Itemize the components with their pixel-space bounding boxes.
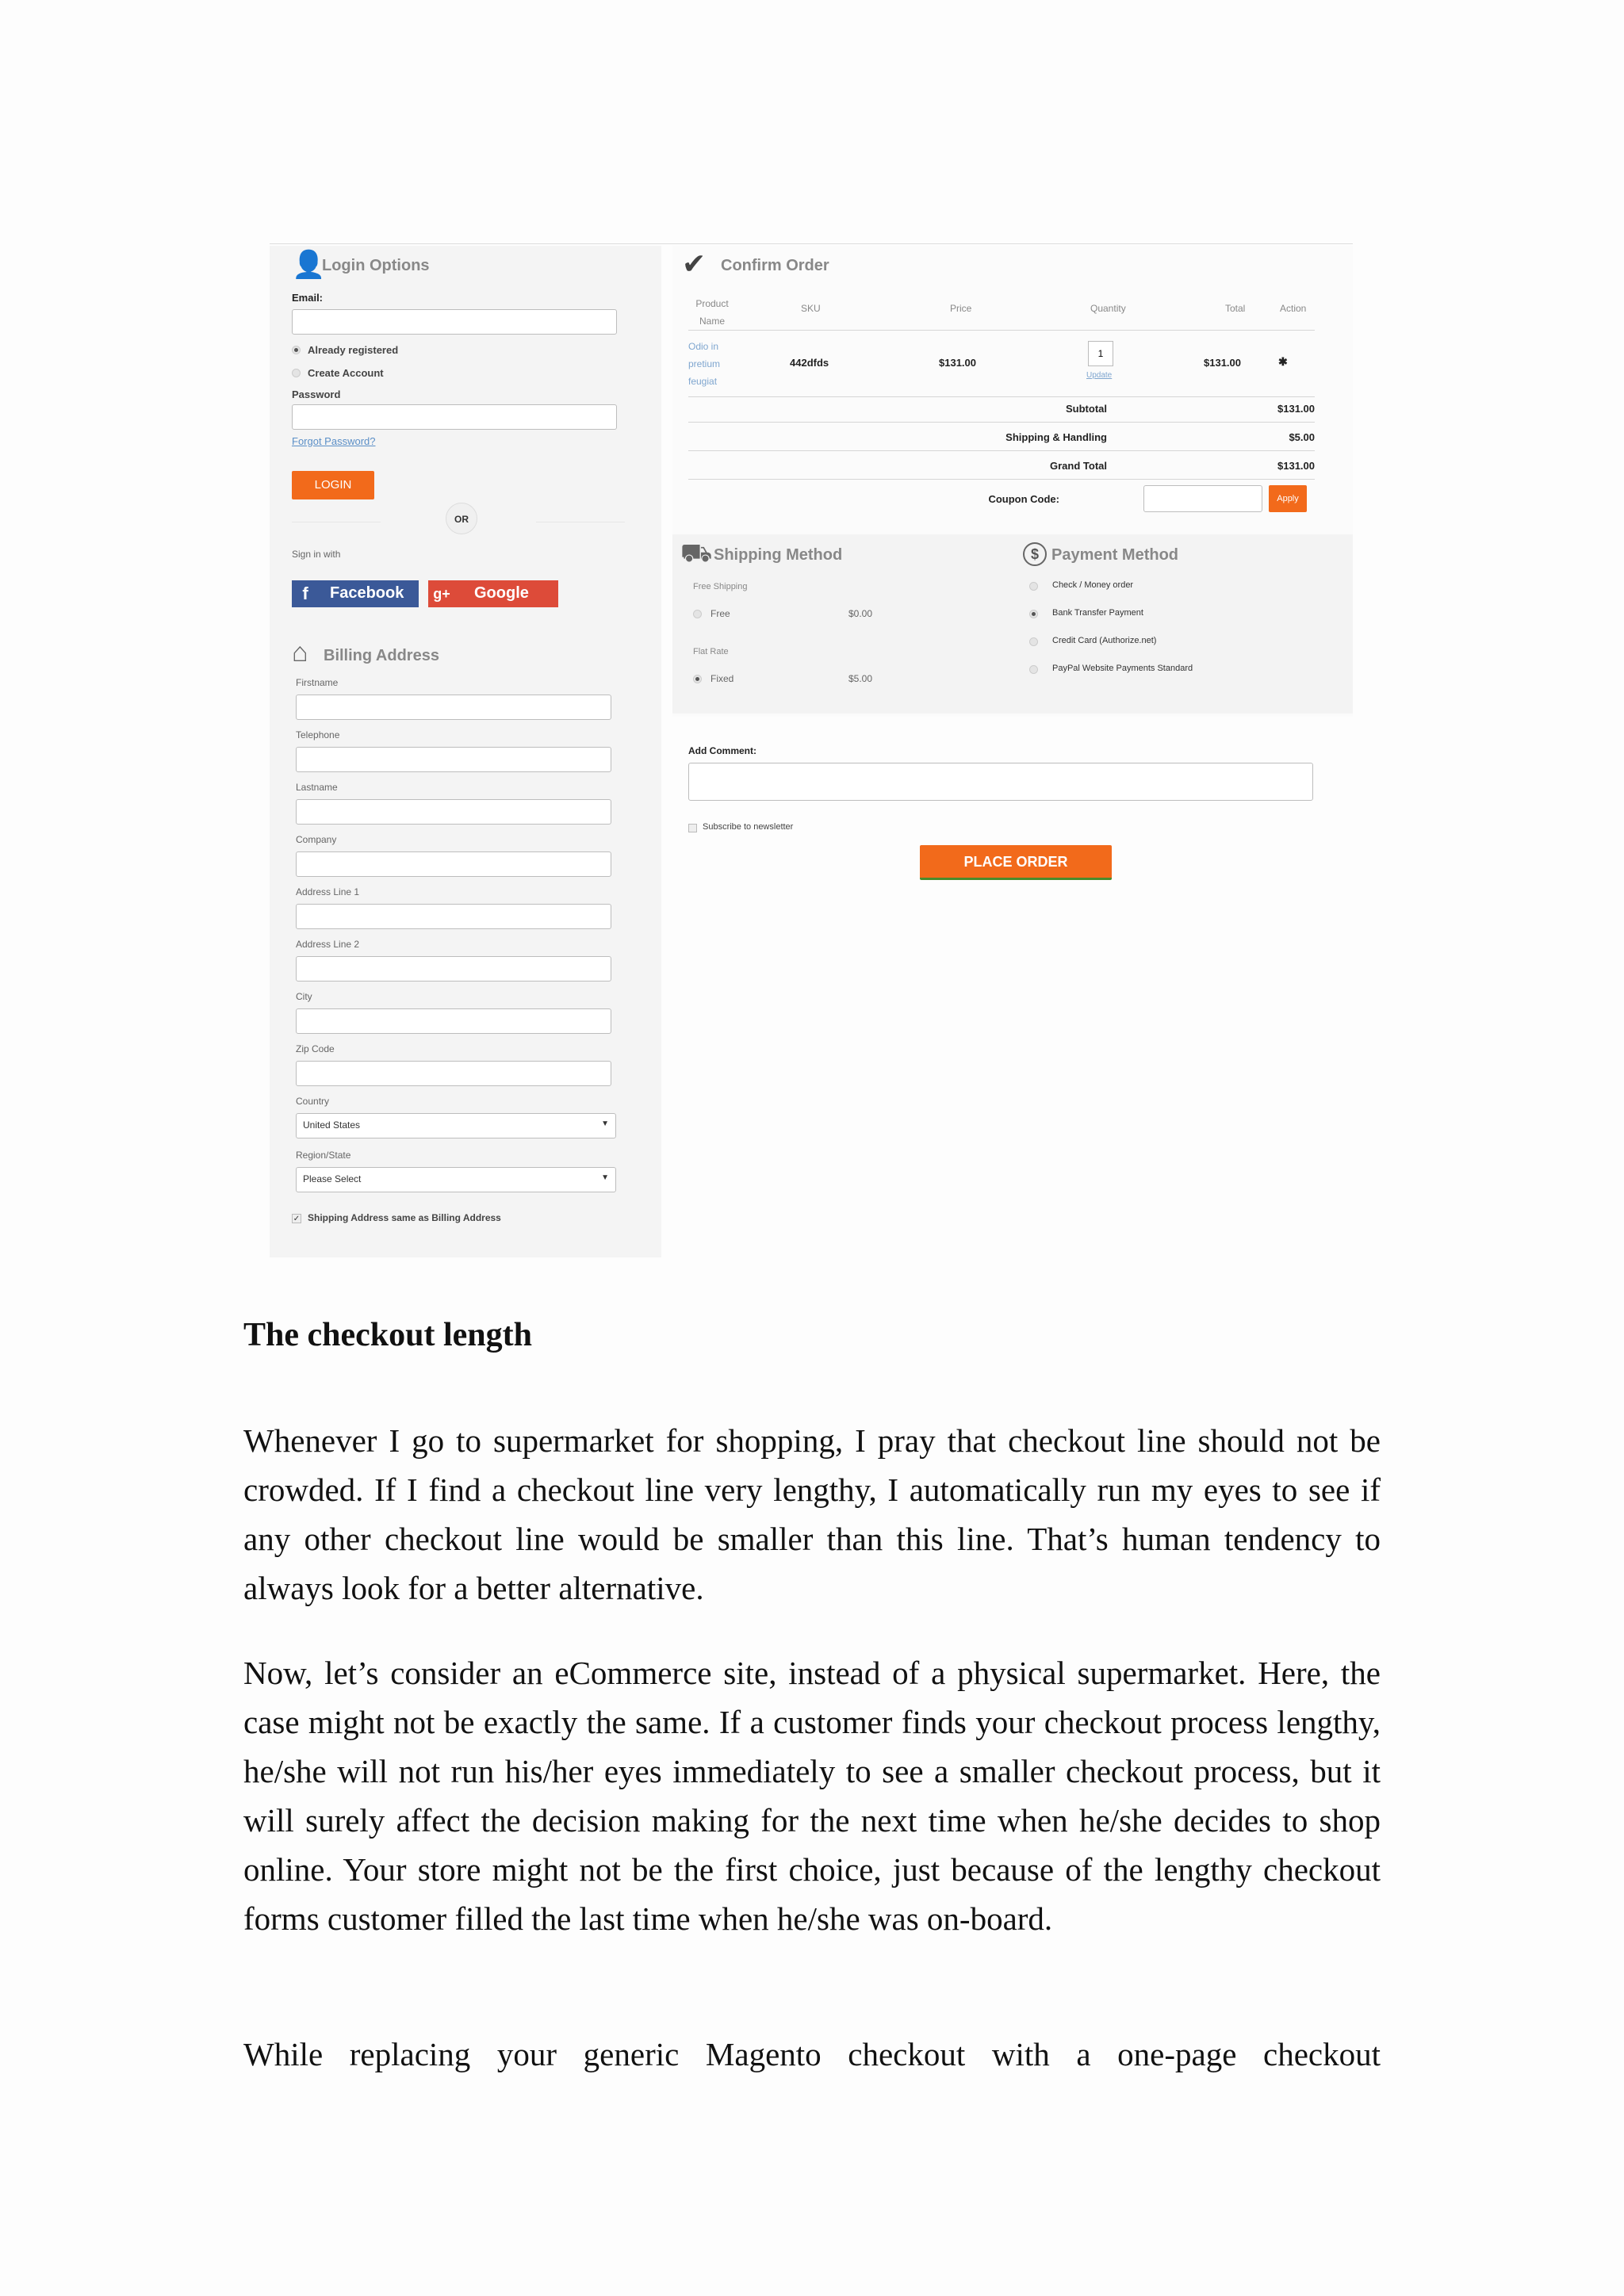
facebook-label: Facebook: [330, 584, 404, 602]
country-select[interactable]: [296, 1113, 616, 1138]
region-value: Please Select: [303, 1173, 362, 1184]
zip-code-input[interactable]: [296, 1061, 611, 1086]
article-heading: The checkout length: [243, 1317, 533, 1353]
row-total-value: $131.00: [1204, 357, 1241, 369]
country-label: Country: [296, 1096, 330, 1107]
coupon-code-input[interactable]: [1143, 485, 1262, 512]
fixed-shipping-label: Fixed: [710, 673, 734, 684]
payment-radio-card[interactable]: [1029, 637, 1038, 646]
coupon-code-label: Coupon Code:: [988, 493, 1059, 505]
firstname-input[interactable]: [296, 695, 611, 720]
article-paragraph: While replacing your generic Magento checkout with a one-page checkout: [243, 2036, 1381, 2072]
divider: [688, 422, 1315, 423]
google-label: Google: [474, 584, 529, 602]
divider: [688, 330, 1315, 331]
telephone-input[interactable]: [296, 747, 611, 772]
email-input[interactable]: [292, 309, 617, 335]
caret-down-icon: ▼: [601, 1119, 609, 1128]
login-options-title: Login Options: [322, 257, 430, 274]
remove-icon[interactable]: ✱: [1278, 355, 1288, 368]
address-line-1-label: Address Line 1: [296, 886, 360, 897]
comment-textarea[interactable]: [688, 763, 1313, 801]
create-account-radio[interactable]: [292, 369, 301, 377]
free-shipping-group: Free Shipping: [693, 582, 748, 591]
divider: [270, 243, 1353, 244]
city-input[interactable]: [296, 1008, 611, 1034]
fixed-shipping-price: $5.00: [848, 673, 873, 684]
grand-total-label: Grand Total: [1050, 460, 1107, 472]
forklift-icon: ⛟: [680, 538, 713, 567]
payment-radio-check[interactable]: [1029, 582, 1038, 591]
checkmark-icon: ✔: [682, 247, 707, 280]
same-address-checkbox[interactable]: ✓: [293, 1215, 301, 1223]
column-header-quantity: Quantity: [1090, 303, 1126, 314]
password-label: Password: [292, 388, 341, 400]
firstname-label: Firstname: [296, 677, 339, 688]
payment-option-check: Check / Money order: [1052, 580, 1134, 590]
telephone-label: Telephone: [296, 729, 340, 740]
login-button[interactable]: LOGIN: [292, 471, 374, 499]
quantity-input[interactable]: 1: [1088, 341, 1113, 366]
newsletter-label: Subscribe to newsletter: [703, 822, 794, 832]
confirm-order-title: Confirm Order: [721, 257, 829, 274]
free-shipping-price: $0.00: [848, 608, 873, 619]
payment-option-paypal: PayPal Website Payments Standard: [1052, 664, 1193, 673]
divider: [688, 450, 1315, 451]
address-line-2-label: Address Line 2: [296, 939, 360, 950]
home-icon: ⌂: [292, 637, 308, 668]
company-label: Company: [296, 834, 337, 845]
region-select[interactable]: [296, 1167, 616, 1192]
city-label: City: [296, 991, 312, 1002]
google-button[interactable]: [428, 580, 558, 607]
region-label: Region/State: [296, 1150, 351, 1161]
dollar-icon: $: [1023, 542, 1047, 566]
email-label: Email:: [292, 292, 324, 304]
lastname-label: Lastname: [296, 782, 338, 793]
same-address-label: Shipping Address same as Billing Address: [308, 1212, 501, 1223]
product-name[interactable]: Odio in pretium feugiat: [688, 341, 721, 387]
column-header-sku: SKU: [801, 303, 821, 314]
user-icon: 👤: [292, 250, 326, 280]
add-comment-label: Add Comment:: [688, 745, 756, 756]
update-link[interactable]: Update: [1086, 371, 1113, 380]
payment-radio-paypal[interactable]: [1029, 665, 1038, 674]
billing-address-title: Billing Address: [324, 647, 439, 664]
payment-option-bank: Bank Transfer Payment: [1052, 608, 1143, 618]
payment-method-title: Payment Method: [1051, 546, 1179, 564]
already-registered-radio[interactable]: [292, 346, 301, 354]
article-paragraph: Now, let’s consider an eCommerce site, instead of a physical supermarket. Here, the case might not be exactly the same. If a customer finds your checkout process lengthy, he/she will not run his/her eyes immediately to see a smaller checkout process, but it will surely affect the decision making for the next time when he/she decides to shop online. Your store might not be the first choice, just because of the lengthy checkout forms customer filled the last time when he/she was on-board.: [243, 1655, 1381, 1937]
create-account-label: Create Account: [308, 367, 384, 379]
google-plus-icon: g+: [433, 586, 450, 602]
column-header-product: Product Name: [695, 298, 729, 327]
subtotal-value: $131.00: [1277, 403, 1315, 415]
newsletter-checkbox[interactable]: [688, 824, 697, 832]
price-value: $131.00: [939, 357, 976, 369]
column-header-price: Price: [950, 303, 972, 314]
free-shipping-label: Free: [710, 608, 730, 619]
free-shipping-radio[interactable]: [693, 610, 702, 618]
shipping-handling-value: $5.00: [1289, 431, 1315, 443]
sku-value: 442dfds: [790, 357, 829, 369]
divider: [688, 396, 1315, 397]
facebook-button[interactable]: [292, 580, 419, 607]
fixed-shipping-radio[interactable]: [693, 675, 702, 683]
password-input[interactable]: [292, 404, 617, 430]
or-separator: OR: [446, 503, 477, 534]
place-order-button[interactable]: PLACE ORDER: [920, 845, 1112, 880]
forgot-password-link[interactable]: Forgot Password?: [292, 435, 376, 447]
shipping-handling-label: Shipping & Handling: [1005, 431, 1107, 443]
caret-down-icon: ▼: [601, 1173, 609, 1182]
payment-option-card: Credit Card (Authorize.net): [1052, 636, 1157, 645]
company-input[interactable]: [296, 851, 611, 877]
country-value: United States: [303, 1119, 361, 1131]
address-line-1-input[interactable]: [296, 904, 611, 929]
payment-radio-bank[interactable]: [1029, 610, 1038, 618]
divider: [688, 479, 1315, 480]
lastname-input[interactable]: [296, 799, 611, 825]
address-line-2-input[interactable]: [296, 956, 611, 982]
sign-in-with-label: Sign in with: [292, 549, 341, 560]
shipping-method-title: Shipping Method: [714, 546, 843, 564]
column-header-action: Action: [1280, 303, 1307, 314]
already-registered-label: Already registered: [308, 344, 399, 356]
apply-coupon-button[interactable]: Apply: [1269, 485, 1307, 512]
article-paragraph: Whenever I go to supermarket for shopping, I pray that checkout line should not be crowded. If I find a checkout line very lengthy, I automatically run my eyes to see if any other checkout line would be smaller than this line. That’s human tendency to always look for a better alternative.: [243, 1422, 1381, 1606]
subtotal-label: Subtotal: [1066, 403, 1107, 415]
column-header-total: Total: [1225, 303, 1246, 314]
grand-total-value: $131.00: [1277, 460, 1315, 472]
flat-rate-group: Flat Rate: [693, 647, 729, 656]
zip-code-label: Zip Code: [296, 1043, 335, 1054]
facebook-icon: f: [302, 584, 308, 603]
checkout-screenshot: [266, 241, 1353, 1257]
